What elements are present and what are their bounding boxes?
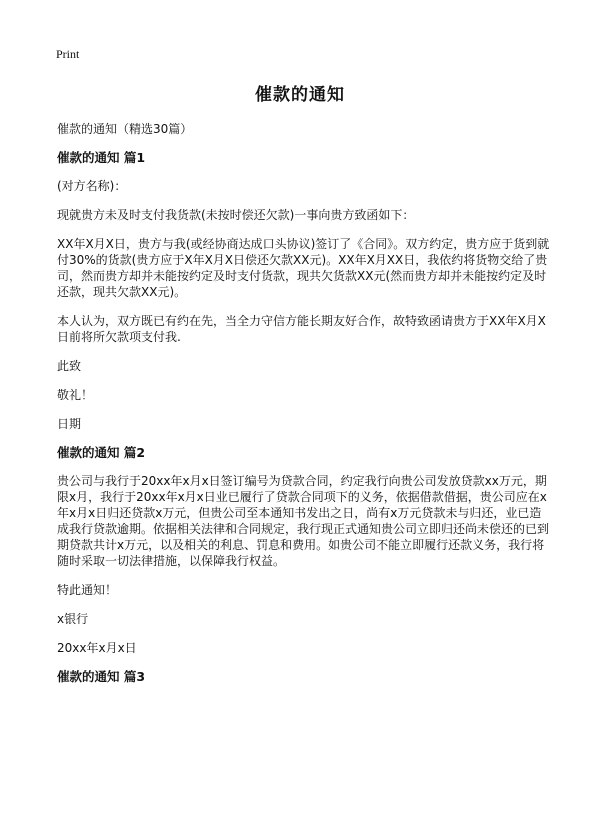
closing-line: 此致 [57,359,82,373]
notice-line: 特此通知！ [57,583,118,597]
loan-paragraph: 贵公司与我行于20xx年x月x日签订编号为贷款合同，约定我行向贵公司发放贷款xx万元，期限x月，我行于20xx年x月x日业已履行了贷款合同项下的义务，依据借款借据，贵公司应在x年x月x日归还贷款x万元，但贵公司至本通知书发出之日，尚有x万元贷款未与归还，业已造成我行贷款逾期。依据相关法律和合同规定，我行现正式通知贵公司立即归还尚未偿还的已到期贷款共计x万元，以及相关的利息、罚息和费用。如贵公司不能立即履行还款义务，我行将随时采取一切法律措施，以保障我行权益。 [57,474,550,568]
salutation-line: 敬礼！ [57,388,94,402]
section-heading-2: 催款的通知 篇2 [57,445,146,460]
document-subtitle: 催款的通知（精选30篇） [57,122,193,136]
page-title: 催款的通知 [255,85,345,105]
document-body [57,121,553,697]
section-heading-3: 催款的通知 篇3 [57,669,146,684]
request-paragraph: 本人认为，双方既已有约在先，当全力守信方能长期友好合作，故特致函请贵方于XX年X月X日前将所欠款项支付我. [57,314,546,344]
date-line: 日期 [57,417,82,431]
addressee-line: (对方名称)： [57,179,127,193]
print-link[interactable]: Print [56,47,80,61]
section-heading-1: 催款的通知 篇1 [57,150,146,165]
intro-paragraph: 现就贵方未及时支付我货款(未按时偿还欠款)一事向贵方致函如下： [57,208,415,222]
bank-signature: x银行 [57,612,89,626]
contract-paragraph: XX年X月X日，贵方与我(或经协商达成口头协议)签订了《合同》。双方约定，贵方应于货到就付30%的货款(贵方应于X年X月X日偿还欠款XX元)。XX年X月XX日，我依约将货物交给了贵司，然而贵方却并未能按约定及时支付货款，现共欠货款XX元(然而贵方却并未能按约定及时还款，现共欠款XX元)。 [57,237,550,299]
bank-date-line: 20xx年x月x日 [57,641,137,655]
